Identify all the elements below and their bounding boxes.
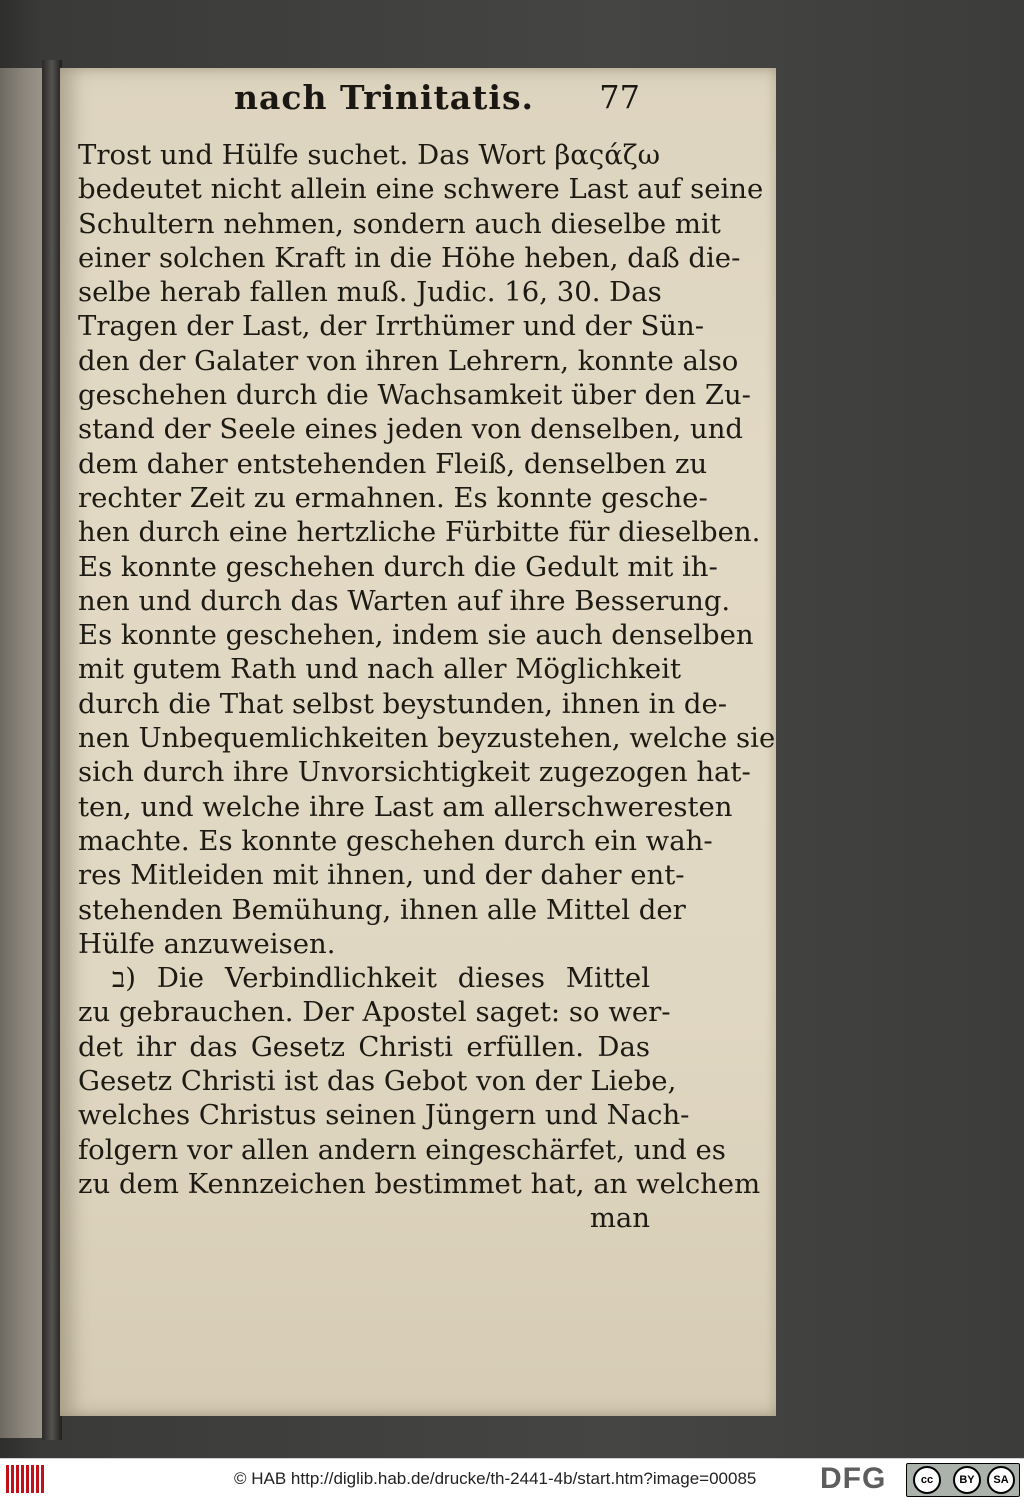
page-header	[234, 78, 654, 128]
text-line: sich durch ihre Unvorsichtigkeit zugezogen hat-	[78, 756, 751, 789]
text-line: hen durch eine hertzliche Fürbitte für dieselben.	[78, 516, 761, 549]
attribution-bar	[0, 1458, 1024, 1500]
text-line: stehenden Bemühung, ihnen alle Mittel der	[78, 893, 686, 926]
text-line: res Mitleiden mit ihnen, und der daher ent-	[78, 859, 685, 892]
cc-icon: cc	[913, 1466, 941, 1494]
text-line: Trost und Hülfe suchet. Das Wort βαςάζω	[78, 139, 661, 171]
by-icon: BY	[953, 1466, 981, 1494]
running-title: nach Trinitatis.	[234, 78, 535, 117]
text-line: zu gebrauchen. Der Apostel saget: so wer-	[78, 996, 671, 1029]
text-line: Es konnte geschehen durch die Gedult mit ih-	[78, 550, 718, 583]
text-line: selbe herab fallen muß. Judic. 16, 30. Das	[78, 276, 662, 309]
text-line: rechter Zeit zu ermahnen. Es konnte gesche-	[78, 481, 708, 514]
text-line: ten, und welche ihre Last am allerschweresten	[78, 790, 733, 823]
text-line: dem daher entstehenden Fleiß, denselben zu	[78, 447, 708, 480]
sa-icon: SA	[987, 1466, 1015, 1494]
text-line: Hülfe anzuweisen.	[78, 927, 336, 960]
text-line: machte. Es konnte geschehen durch ein wah-	[78, 824, 713, 857]
page-number: 77	[599, 78, 640, 116]
text-line: geschehen durch die Wachsamkeit über den Zu-	[78, 379, 751, 412]
text-line: nen Unbequemlichkeiten beyzustehen, welche sie	[78, 722, 776, 755]
page-body-text	[78, 138, 776, 1236]
text-line: Tragen der Last, der Irrthümer und der Sün-	[78, 310, 705, 343]
book-spine	[42, 60, 62, 1440]
text-line: Schultern nehmen, sondern auch dieselbe mit	[78, 207, 721, 240]
text-line: zu dem Kennzeichen bestimmet hat, an welchem	[78, 1167, 761, 1200]
cc-license-badge[interactable]	[906, 1463, 1020, 1497]
text-line: den der Galater von ihren Lehrern, konnte also	[78, 344, 739, 377]
text-line: ב) Die Verbindlichkeit dieses Mittel	[112, 962, 650, 995]
text-line: einer solchen Kraft in die Höhe heben, daß die-	[78, 241, 741, 274]
text-line: det ihr das Gesetz Christi erfüllen. Das	[78, 1030, 650, 1063]
hab-logo	[6, 1465, 46, 1493]
text-line: welches Christus seinen Jüngern und Nach-	[78, 1099, 690, 1132]
text-line: mit gutem Rath und nach aller Möglichkeit	[78, 653, 682, 686]
text-line: stand der Seele eines jeden von denselben, und	[78, 413, 744, 446]
dfg-logo[interactable]: DFG	[820, 1462, 887, 1495]
text-line: Es konnte geschehen, indem sie auch denselben	[78, 619, 754, 652]
text-line: bedeutet nicht allein eine schwere Last auf seine	[78, 173, 764, 206]
text-line: nen und durch das Warten auf ihre Besserung.	[78, 584, 731, 617]
text-line: durch die That selbst beystunden, ihnen in de-	[78, 687, 728, 720]
text-line: folgern vor allen andern eingeschärfet, und es	[78, 1133, 726, 1166]
copyright-link[interactable]: © HAB http://diglib.hab.de/drucke/th-2441-4b/start.htm?image=00085	[234, 1469, 757, 1488]
catchword: man	[589, 1202, 650, 1235]
text-line: Gesetz Christi ist das Gebot von der Liebe,	[78, 1065, 677, 1098]
